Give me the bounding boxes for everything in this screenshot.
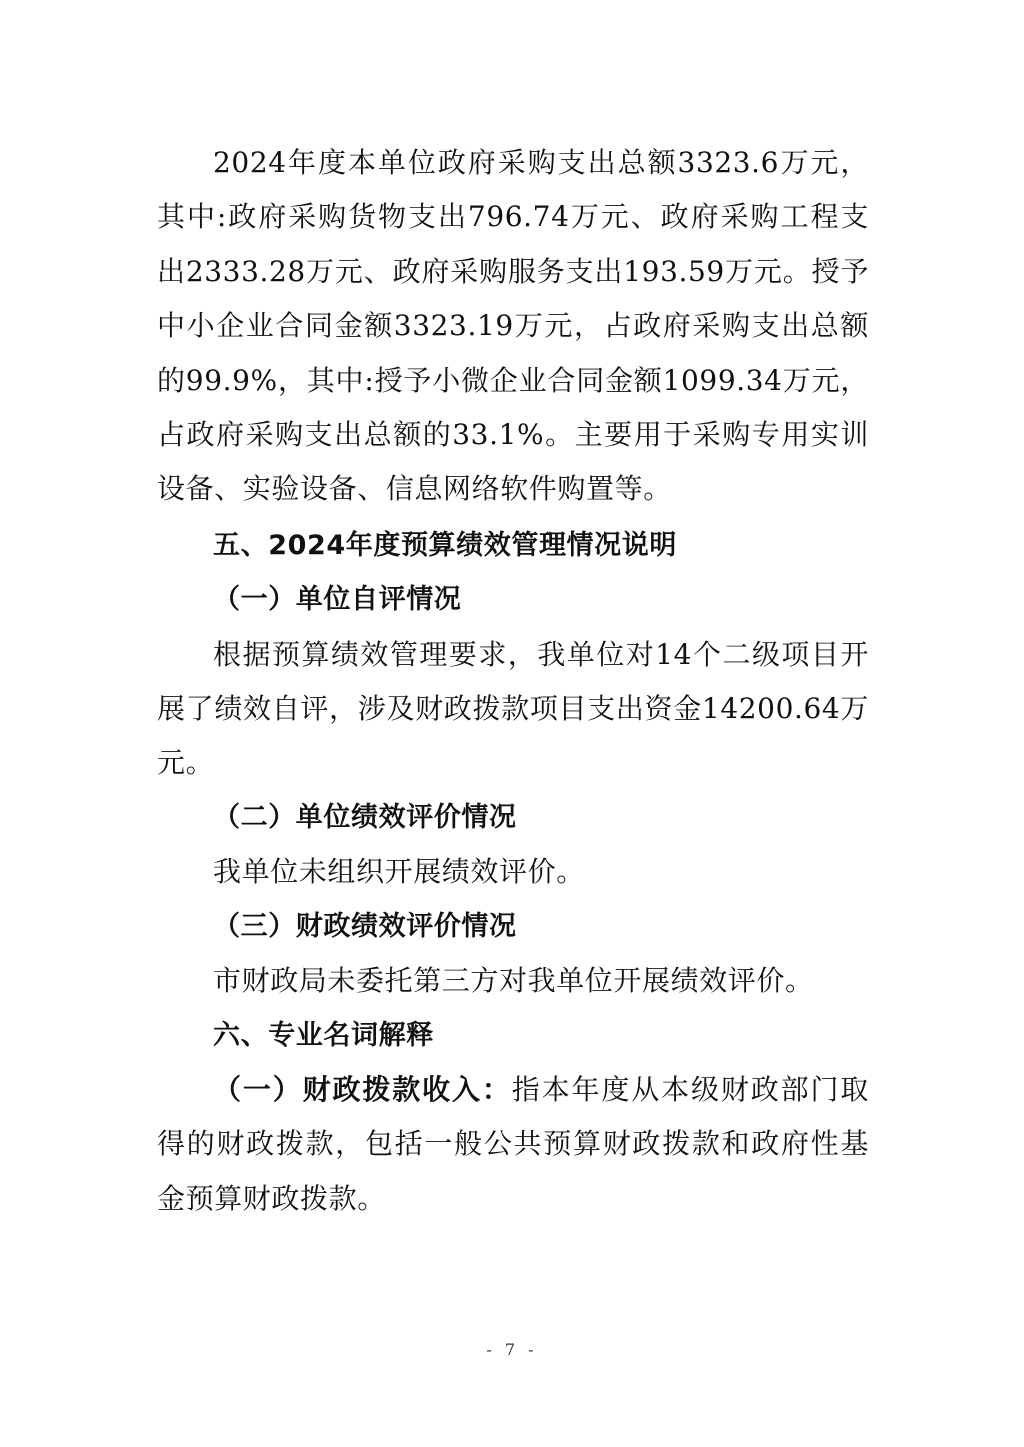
section5-sub2-text: 我单位未组织开展绩效评价。	[213, 855, 585, 889]
section6-item1-term: （一）财政拨款收入：	[213, 1072, 512, 1106]
section5-sub3-title: （三）财政绩效评价情况	[213, 910, 517, 942]
section5-sub1-text: 根据预算绩效管理要求，我单位对14个二级项目开展了绩效自评，涉及财政拨款项目支出资金14200.64万元。	[157, 637, 869, 780]
section6-title: 六、专业名词解释	[213, 1019, 434, 1051]
document-page	[157, 136, 869, 1226]
section6-item1-text: 指本年度从本级财政部门取得的财政拨款，包括一般公共预算财政拨款和政府性基金预算财政拨款。	[157, 1072, 869, 1215]
procurement-paragraph: 2024年度本单位政府采购支出总额3323.6万元，其中:政府采购货物支出796.74万元、政府采购工程支出2333.28万元、政府采购服务支出193.59万元。授予中小企业合同金额3323.19万元，占政府采购支出总额的99.9%，其中:授予小微企业合同金额1099.34万元，占政府采购支出总额的33.1%。主要用于采购专用实训设备、实验设备、信息网络软件购置等。	[157, 146, 869, 506]
section5-sub2-title: （二）单位绩效评价情况	[213, 801, 517, 833]
section5-sub3-text: 市财政局未委托第三方对我单位开展绩效评价。	[213, 964, 814, 998]
page-number: - 7 -	[486, 1340, 538, 1359]
section6-item1	[157, 1063, 869, 1226]
section5-title: 五、2024年度预算绩效管理情况说明	[213, 529, 677, 561]
section5-sub1-title: （一）单位自评情况	[213, 584, 462, 616]
